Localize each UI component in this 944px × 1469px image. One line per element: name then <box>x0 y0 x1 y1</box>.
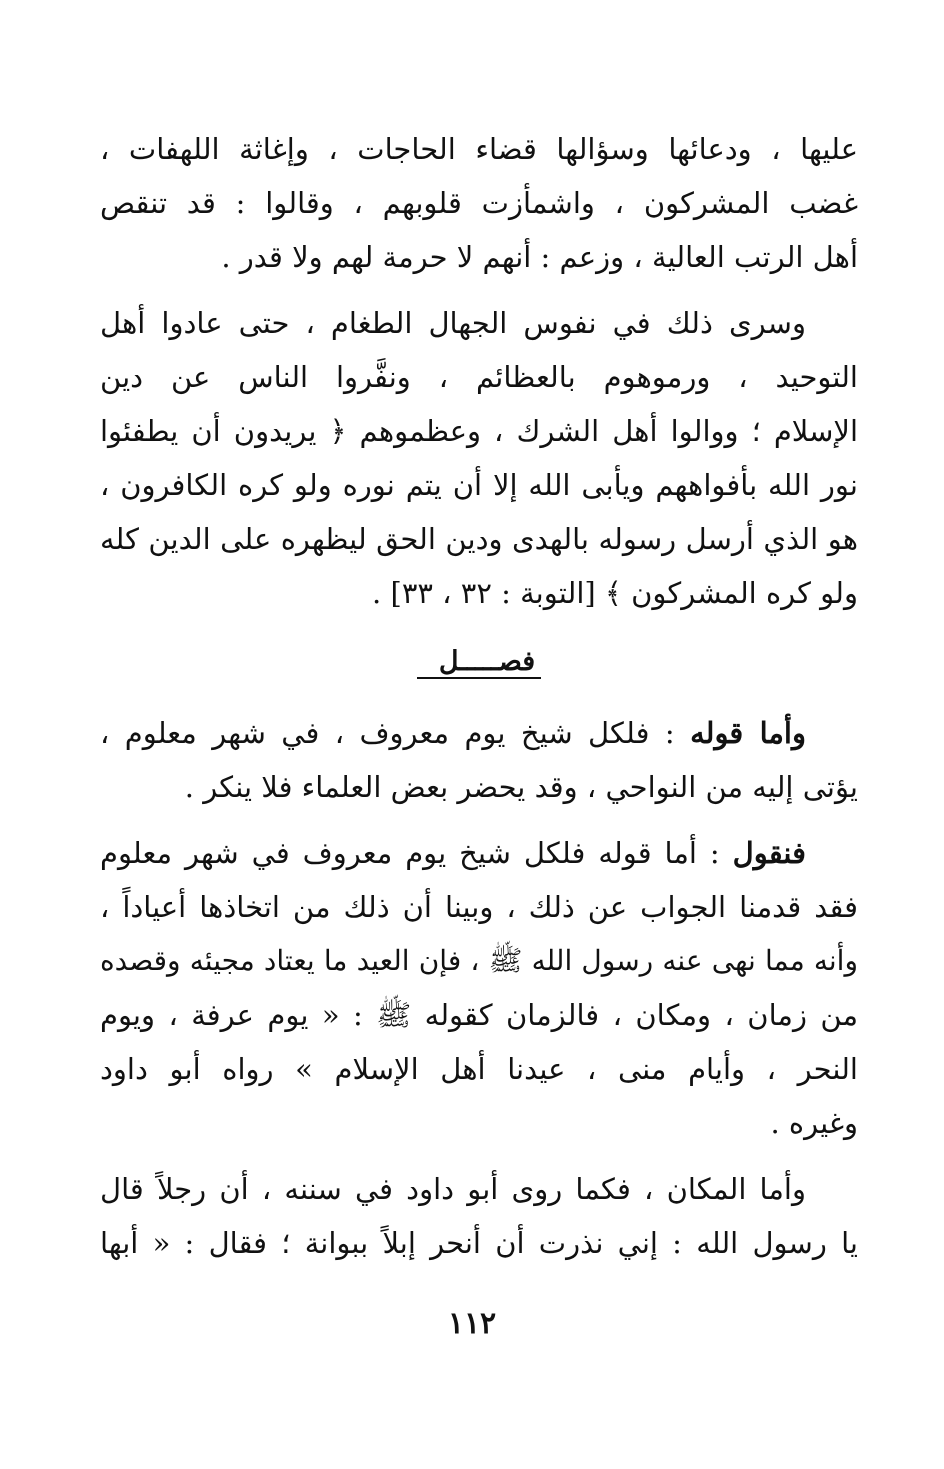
text-line <box>100 826 858 880</box>
page-body <box>100 122 858 1270</box>
paragraph-3 <box>100 706 858 814</box>
paragraph-5 <box>100 1162 858 1270</box>
lead-phrase: فنقول <box>732 836 806 870</box>
text-line: التوحيد ، ورموهوم بالعظائم ، ونفَّروا الناس عن دين <box>100 360 858 394</box>
text-line: ولو كره المشركون ﴾ [التوبة : ٣٢ ، ٣٣] . <box>372 576 858 610</box>
text-line: يؤتى إليه من النواحي ، وقد يحضر بعض العلماء فلا ينكر . <box>184 770 858 804</box>
section-heading <box>100 624 858 700</box>
text-line: هو الذي أرسل رسوله بالهدى ودين الحق ليظهره على الدين كله <box>100 522 858 556</box>
paragraph-4 <box>100 826 858 1150</box>
text-line: نور الله بأفواههم ويأبى الله إلا أن يتم نوره ولو كره الكافرون ، <box>100 468 858 502</box>
line-text: : فلكل شيخ يوم معروف ، في شهر معلوم ، <box>100 716 675 750</box>
text-line: عليها ، ودعائها وسؤالها قضاء الحاجات ، وإغاثة اللهفات ، <box>100 132 858 166</box>
lead-phrase: وأما قوله <box>690 716 806 750</box>
text-line: غضب المشركون ، واشمأزت قلوبهم ، وقالوا : قد تنقص <box>100 186 858 220</box>
text-line: وسرى ذلك في نفوس الجهال الطغام ، حتى عادوا أهل <box>100 306 806 340</box>
text-line: وغيره . <box>770 1106 858 1140</box>
text-line: وأما المكان ، فكما روى أبو داود في سننه ، أن رجلاً قال <box>100 1172 806 1206</box>
text-line: فقد قدمنا الجواب عن ذلك ، وبينا أن ذلك من اتخاذها أعياداً ، <box>100 890 858 924</box>
text-line: وأنه مما نهى عنه رسول الله ﷺ ، فإن العيد ما يعتاد مجيئه وقصده <box>100 944 858 977</box>
text-line: من زمان ، ومكان ، فالزمان كقوله ﷺ : « يوم عرفة ، ويوم <box>100 998 858 1032</box>
paragraph-1 <box>100 122 858 284</box>
line-text: : أما قوله فلكل شيخ يوم معروف في شهر معلوم <box>100 836 720 870</box>
page-number: ١١٢ <box>447 1306 497 1341</box>
text-line: النحر ، وأيام منى ، عيدنا أهل الإسلام » رواه أبو داود <box>100 1052 858 1086</box>
text-line: يا رسول الله : إني نذرت أن أنحر إبلاً ببوانة ؛ فقال : « أبها <box>100 1226 858 1260</box>
section-heading-text: فصـــــل <box>417 647 541 679</box>
text-line: أهل الرتب العالية ، وزعم : أنهم لا حرمة لهم ولا قدر . <box>221 240 858 274</box>
text-line: الإسلام ؛ ووالوا أهل الشرك ، وعظموهم ﴿ يريدون أن يطفئوا <box>100 414 858 448</box>
paragraph-2 <box>100 296 858 620</box>
text-line <box>100 706 858 760</box>
